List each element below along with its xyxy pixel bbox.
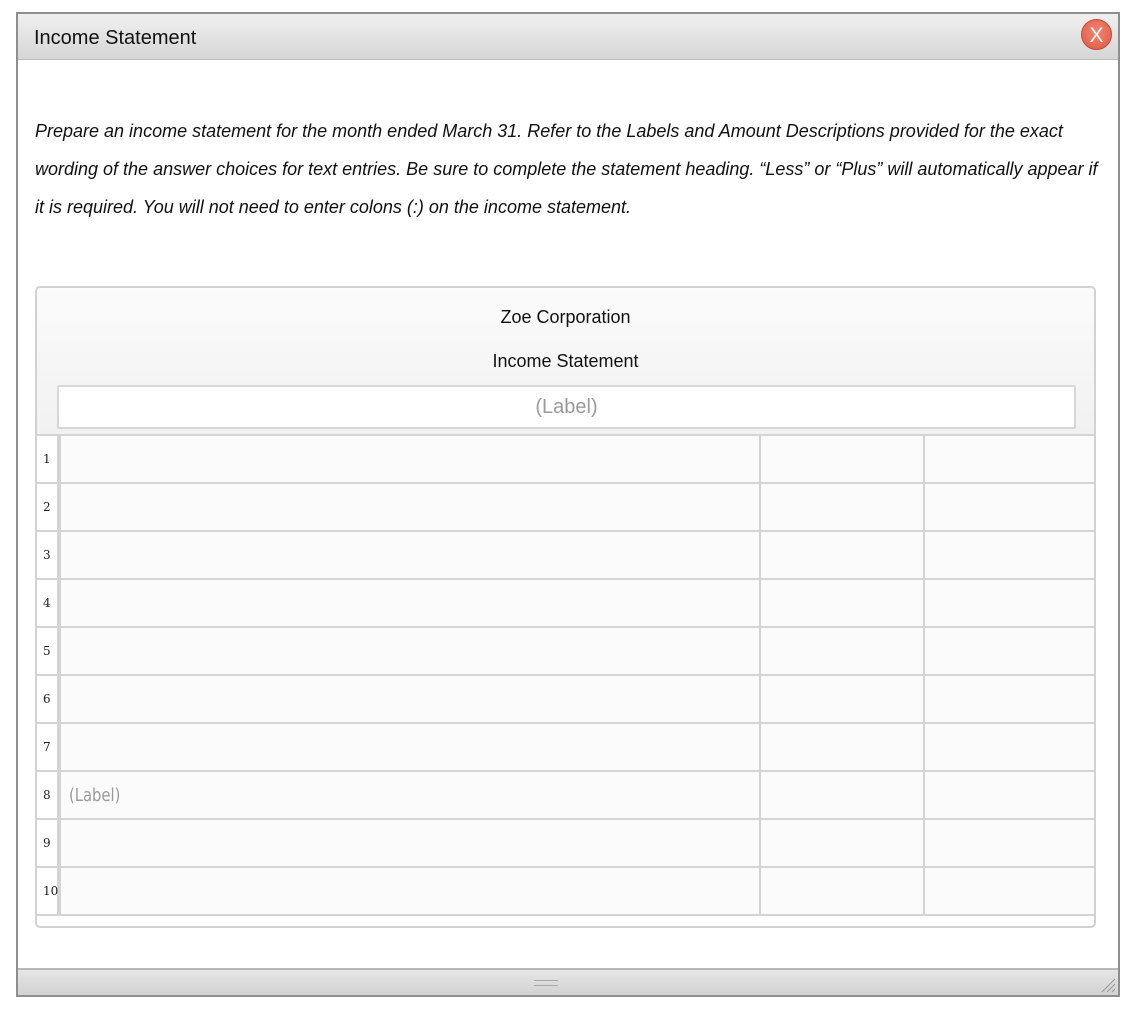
- row-label-select[interactable]: [61, 628, 761, 674]
- row-amount-input-1[interactable]: [761, 868, 925, 914]
- row-number: 3: [37, 532, 61, 578]
- row-number: 2: [37, 484, 61, 530]
- row-label-select[interactable]: [61, 532, 761, 578]
- row-amount-input-2[interactable]: [925, 820, 1094, 866]
- row-amount-input-2[interactable]: [925, 724, 1094, 770]
- row-number: 6: [37, 676, 61, 722]
- row-amount-input-1[interactable]: [761, 820, 925, 866]
- row-amount-input-2[interactable]: [925, 628, 1094, 674]
- row-amount-input-2[interactable]: [925, 868, 1094, 914]
- drag-grip-icon[interactable]: [534, 980, 558, 986]
- row-label-select[interactable]: [61, 484, 761, 530]
- instructions-text: Prepare an income statement for the month ended March 31. Refer to the Labels and Amount Descriptions provided for the exact wording of the answer choices for text entries. Be sure to complete the statement heading. “Less” or “Plus” will automatically appear if it is required. You will not need to enter colons (:) on the income statement.: [35, 121, 1098, 217]
- row-amount-input-2[interactable]: [925, 580, 1094, 626]
- table-row: [37, 868, 1094, 916]
- row-label-select[interactable]: [61, 676, 761, 722]
- table-row: [37, 724, 1094, 772]
- statement-title: Income Statement: [492, 351, 639, 371]
- row-amount-input-2[interactable]: [925, 772, 1094, 818]
- table-row: [37, 532, 1094, 580]
- row-amount-input-2[interactable]: [925, 532, 1094, 578]
- row-number: 1: [37, 436, 61, 482]
- window-title: Income Statement: [34, 27, 197, 49]
- row-amount-input-1[interactable]: [761, 724, 925, 770]
- row-number: 10: [37, 868, 61, 914]
- row-label-select[interactable]: [61, 868, 761, 914]
- row-amount-input-1[interactable]: [761, 484, 925, 530]
- row-amount-input-1[interactable]: [761, 532, 925, 578]
- statement-heading: [37, 288, 1094, 434]
- income-statement-window: [16, 12, 1120, 997]
- table-row: [37, 580, 1094, 628]
- row-number: 9: [37, 820, 61, 866]
- table-row: [37, 484, 1094, 532]
- income-statement-form: [35, 286, 1096, 928]
- row-amount-input-1[interactable]: [761, 580, 925, 626]
- row-label-text: (Label): [69, 784, 121, 806]
- table-row: [37, 772, 1094, 820]
- table-row: [37, 436, 1094, 484]
- table-row: [37, 676, 1094, 724]
- row-label-select[interactable]: [61, 820, 761, 866]
- statement-date-select[interactable]: (Label): [57, 385, 1076, 429]
- row-number: 4: [37, 580, 61, 626]
- statement-rows: [37, 434, 1094, 916]
- row-amount-input-1[interactable]: [761, 676, 925, 722]
- row-number: 7: [37, 724, 61, 770]
- table-row: [37, 628, 1094, 676]
- row-amount-input-1[interactable]: [761, 772, 925, 818]
- row-amount-input-2[interactable]: [925, 676, 1094, 722]
- window-status-bar: [18, 968, 1118, 995]
- row-label-select[interactable]: [61, 724, 761, 770]
- resize-handle-icon[interactable]: [1098, 975, 1116, 993]
- row-amount-input-1[interactable]: [761, 628, 925, 674]
- row-amount-input-2[interactable]: [925, 484, 1094, 530]
- row-amount-input-2[interactable]: [925, 436, 1094, 482]
- row-amount-input-1[interactable]: [761, 436, 925, 482]
- title-bar[interactable]: [18, 14, 1118, 60]
- row-label-select[interactable]: [61, 436, 761, 482]
- close-button[interactable]: X: [1081, 19, 1112, 50]
- table-row: [37, 820, 1094, 868]
- row-label-select[interactable]: [61, 580, 761, 626]
- row-number: 8: [37, 772, 61, 818]
- row-label-select[interactable]: [61, 772, 761, 818]
- company-name: Zoe Corporation: [500, 307, 631, 327]
- row-number: 5: [37, 628, 61, 674]
